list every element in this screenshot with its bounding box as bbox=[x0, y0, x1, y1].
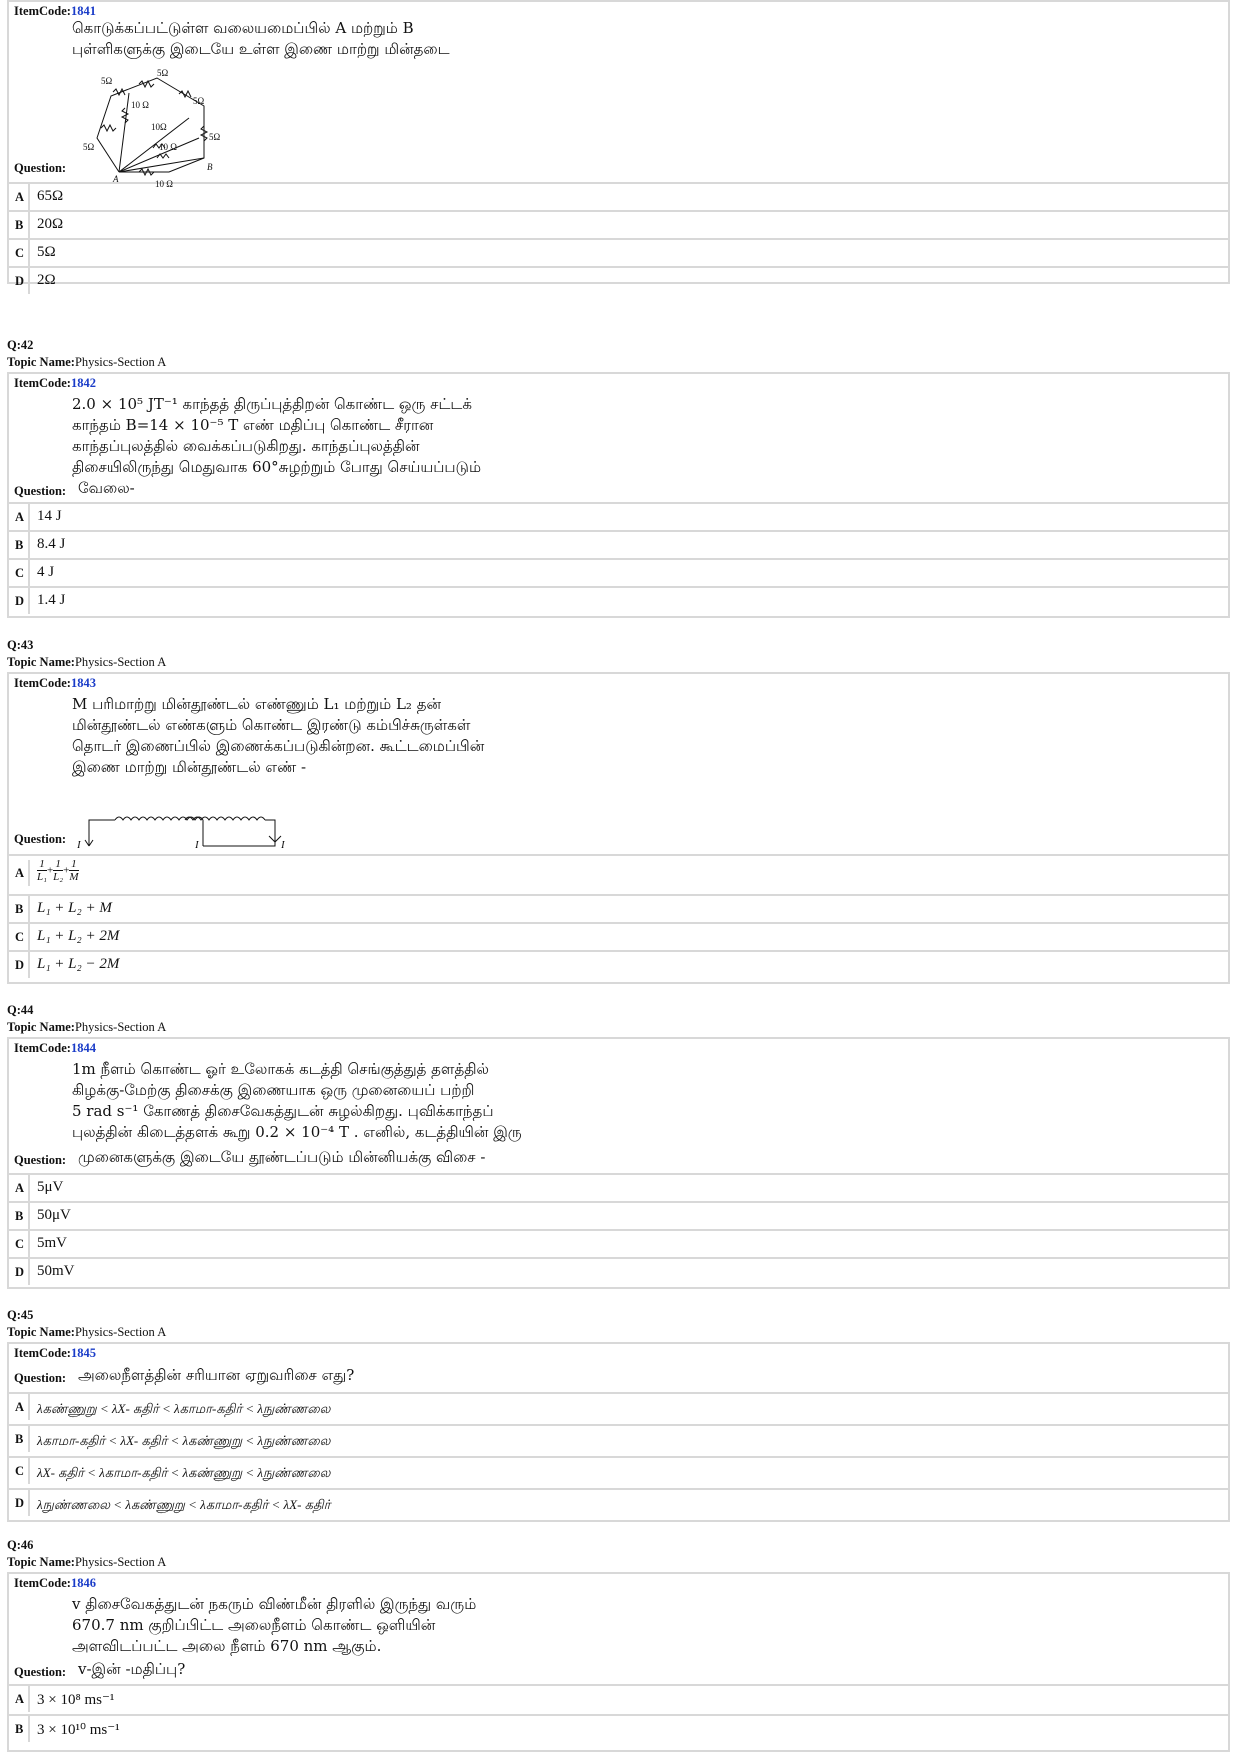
resistor-network-diagram bbox=[79, 68, 249, 189]
question-label: Question: bbox=[14, 832, 67, 846]
topic-name: Physics-Section A bbox=[74, 1555, 167, 1569]
topic-name: Physics-Section A bbox=[74, 355, 167, 369]
question-label: Question: bbox=[14, 1665, 67, 1679]
question-box bbox=[9, 1344, 1228, 1394]
coil-circuit-diagram bbox=[75, 802, 305, 852]
question-label: Question: bbox=[14, 1153, 67, 1167]
option-row[interactable]: A 5μV bbox=[9, 1175, 1228, 1203]
question-label: Question: bbox=[14, 161, 67, 175]
option-row[interactable]: A 14 J bbox=[9, 504, 1228, 532]
topic-name: Physics-Section A bbox=[74, 655, 167, 669]
option-row[interactable]: C 4 J bbox=[9, 560, 1228, 588]
option-row[interactable]: A $\frac{1}{\text{L₁}}$ + $\frac{1}{\text{L₂}}$ + $\frac{1}{M}$ bbox=[9, 856, 1228, 896]
option-row[interactable]: D λநுண்ணலை < λகண்ணுறு < λகாமா-கதிர் < λX- கதிர் bbox=[15, 1496, 331, 1512]
option-row[interactable]: C L₁ + L₂ + 2M bbox=[9, 924, 1228, 952]
question-card-1844 bbox=[7, 1037, 1230, 1289]
question-card-1843 bbox=[7, 672, 1230, 984]
node-label: B bbox=[207, 162, 213, 172]
question-prompt: வேலை- bbox=[78, 479, 135, 497]
question-box bbox=[9, 1039, 1228, 1175]
resistor-label: 10Ω bbox=[151, 122, 167, 132]
node-label: A bbox=[113, 174, 119, 184]
fraction-expression: $\frac{1}{\text{L₁}}$ + $\frac{1}{\text{L₂}}$ + $\frac{1}{M}$ bbox=[37, 858, 79, 883]
question-card-1841 bbox=[7, 0, 1230, 288]
item-code: ItemCode:1845 bbox=[14, 1346, 96, 1360]
option-row[interactable]: B λகாமா-கதிர் < λX- கதிர் < λகண்ணுறு < λநுண்ணலை bbox=[9, 1426, 1228, 1458]
resistor-label: 10 Ω bbox=[131, 100, 149, 110]
resistor-label: 10 Ω bbox=[155, 179, 173, 189]
option-row[interactable]: D 1.4 J bbox=[15, 592, 66, 608]
option-row[interactable]: B 3 × 10¹⁰ ms⁻¹ bbox=[15, 1722, 120, 1738]
question-number: Q:42 bbox=[7, 338, 34, 352]
resistor-label: 5Ω bbox=[157, 68, 169, 78]
option-row[interactable]: D L₁ + L₂ − 2M bbox=[15, 956, 120, 972]
option-row[interactable]: B L₁ + L₂ + M bbox=[9, 896, 1228, 924]
topic-name: Physics-Section A bbox=[74, 1325, 167, 1339]
question-number: Q:46 bbox=[7, 1538, 34, 1552]
option-row[interactable]: C λX- கதிர் < λகாமா-கதிர் < λகண்ணுறு < λநுண்ணலை bbox=[9, 1458, 1228, 1490]
option-row[interactable]: D 2Ω bbox=[15, 272, 56, 288]
item-code: ItemCode:1844 bbox=[14, 1041, 96, 1055]
question-card-1846 bbox=[7, 1572, 1230, 1752]
question-header: Q:46 Topic Name:Physics-Section A bbox=[7, 1538, 167, 1569]
item-code: ItemCode:1843 bbox=[14, 676, 96, 690]
option-row[interactable]: C 5mV bbox=[9, 1231, 1228, 1259]
item-code: ItemCode:1846 bbox=[14, 1576, 96, 1590]
resistor-label: 5Ω bbox=[209, 132, 221, 142]
question-header: Q:45 Topic Name:Physics-Section A bbox=[7, 1308, 167, 1339]
resistor-label: 5Ω bbox=[193, 96, 205, 106]
question-text: 2.0 × 10⁵ JT⁻¹ காந்தத் திருப்புத்திறன் கொண்ட ஒரு சட்டக் காந்தம் B=14 × 10⁻⁵ T எண் மதிப்பு கொண்ட சீரான காந்தப்புலத்தில் வைக்கப்படுகிறது. காந்தப்புலத்தின் திசையிலிருந்து மெதுவாக 60°சுழற்றும் போது செய்யப்படும் bbox=[72, 395, 482, 476]
question-number: Q:45 bbox=[7, 1308, 34, 1322]
topic-name: Physics-Section A bbox=[74, 1020, 167, 1034]
question-text: 1m நீளம் கொண்ட ஓர் உலோகக் கடத்தி செங்குத்துத் தளத்தில் கிழக்கு-மேற்கு திசைக்கு இணையாக ஒரு முனையைப் பற்றி 5 rad s⁻¹ கோணத் திசைவேகத்துடன் சுழல்கிறது. புவிக்காந்தப் புலத்தின் கிடைத்தளக் கூறு 0.2 × 10⁻⁴ T . எனில், கடத்தியின் இரு bbox=[72, 1060, 522, 1141]
question-text: M பரிமாற்று மின்தூண்டல் எண்ணும் L₁ மற்றும் L₂ தன் மின்தூண்டல் எண்களும் கொண்ட இரண்டு கம்பிச்சுருள்கள் தொடர் இணைப்பில் இணைக்கப்படுகின்றன. கூட்டமைப்பின் இணை மாற்று மின்தூண்டல் எண் - bbox=[72, 695, 485, 776]
resistor-label: 10 Ω bbox=[159, 142, 177, 152]
question-label: Question: bbox=[14, 1371, 67, 1385]
question-number: Q:44 bbox=[7, 1003, 34, 1017]
item-code: ItemCode:1841 bbox=[14, 4, 96, 18]
question-card-1842 bbox=[7, 372, 1230, 618]
question-box bbox=[9, 674, 1228, 856]
option-row[interactable]: B 20Ω bbox=[9, 212, 1228, 240]
question-header: Q:42 Topic Name:Physics-Section A bbox=[7, 338, 167, 369]
current-label: I bbox=[195, 839, 199, 851]
question-box bbox=[9, 1574, 1228, 1686]
question-prompt: அலைநீளத்தின் சரியான ஏறுவரிசை எது? bbox=[78, 1366, 355, 1384]
question-box bbox=[9, 374, 1228, 504]
option-row[interactable]: C 5Ω bbox=[9, 240, 1228, 268]
question-header: Q:43 Topic Name:Physics-Section A bbox=[7, 638, 167, 669]
question-card-1845 bbox=[7, 1342, 1230, 1522]
question-text: v திசைவேகத்துடன் நகரும் விண்மீன் திரளில் இருந்து வரும் 670.7 nm குறிப்பிட்ட அலைநீளம் கொண்ட ஒளியின் அளவிடப்பட்ட அலை நீளம் 670 nm ஆகும். bbox=[72, 1595, 477, 1655]
current-label: I bbox=[281, 839, 285, 851]
option-row[interactable]: A 3 × 10⁸ ms⁻¹ bbox=[9, 1686, 1228, 1716]
question-number: Q:43 bbox=[7, 638, 34, 652]
resistor-label: 5Ω bbox=[101, 76, 113, 86]
option-row[interactable]: B 8.4 J bbox=[9, 532, 1228, 560]
question-header: Q:44 Topic Name:Physics-Section A bbox=[7, 1003, 167, 1034]
question-text: கொடுக்கப்பட்டுள்ள வலையமைப்பில் A மற்றும் B புள்ளிகளுக்கு இடையே உள்ள இணை மாற்று மின்தடை bbox=[72, 19, 450, 58]
question-label: Question: bbox=[14, 484, 67, 498]
option-row[interactable]: B 50μV bbox=[9, 1203, 1228, 1231]
current-label: I bbox=[77, 839, 81, 851]
option-row[interactable]: D 50mV bbox=[15, 1263, 75, 1279]
option-row[interactable]: A 65Ω bbox=[9, 184, 1228, 212]
question-prompt: v-இன் -மதிப்பு? bbox=[78, 1660, 186, 1678]
resistor-label: 5Ω bbox=[83, 142, 95, 152]
question-box bbox=[9, 2, 1228, 189]
question-prompt: முனைகளுக்கு இடையே தூண்டப்படும் மின்னியக்கு விசை - bbox=[78, 1148, 486, 1166]
item-code: ItemCode:1842 bbox=[14, 376, 96, 390]
option-row[interactable]: A λகண்ணுறு < λX- கதிர் < λகாமா-கதிர் < λநுண்ணலை bbox=[9, 1394, 1228, 1426]
